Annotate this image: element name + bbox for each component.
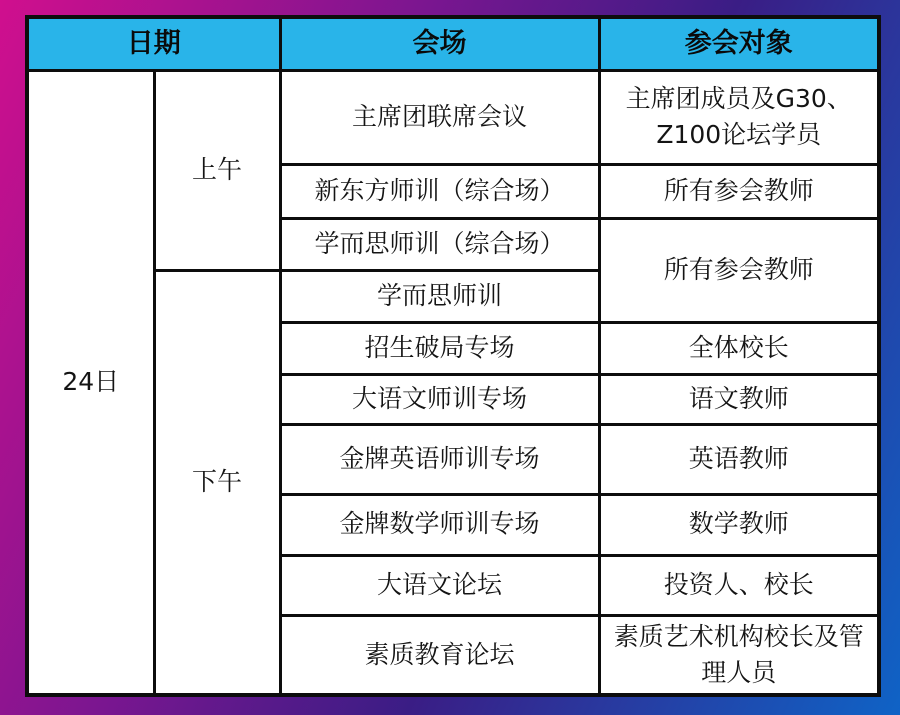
venue-cell: 新东方师训（综合场） [280,164,599,218]
audience-cell: 所有参会教师 [599,164,879,218]
venue-cell: 大语文论坛 [280,555,599,615]
audience-cell: 语文教师 [599,374,879,424]
venue-cell: 主席团联席会议 [280,70,599,164]
venue-cell: 金牌数学师训专场 [280,494,599,555]
audience-cell-merged: 所有参会教师 [599,218,879,322]
venue-cell: 学而思师训 [280,270,599,322]
header-row [27,17,879,70]
table-row [27,70,879,164]
audience-cell: 全体校长 [599,322,879,374]
venue-cell: 学而思师训（综合场） [280,218,599,270]
header-date: 日期 [27,17,280,70]
period-afternoon-cell: 下午 [154,270,280,695]
venue-cell: 素质教育论坛 [280,615,599,695]
header-audience: 参会对象 [599,17,879,70]
venue-cell: 招生破局专场 [280,322,599,374]
audience-cell: 主席团成员及G30、Z100论坛学员 [599,70,879,164]
audience-cell: 素质艺术机构校长及管理人员 [599,615,879,695]
date-cell: 24日 [27,70,154,695]
period-morning-cell: 上午 [154,70,280,270]
audience-cell: 英语教师 [599,424,879,494]
audience-cell: 投资人、校长 [599,555,879,615]
venue-cell: 金牌英语师训专场 [280,424,599,494]
venue-cell: 大语文师训专场 [280,374,599,424]
schedule-table [25,15,881,697]
header-venue: 会场 [280,17,599,70]
audience-cell: 数学教师 [599,494,879,555]
